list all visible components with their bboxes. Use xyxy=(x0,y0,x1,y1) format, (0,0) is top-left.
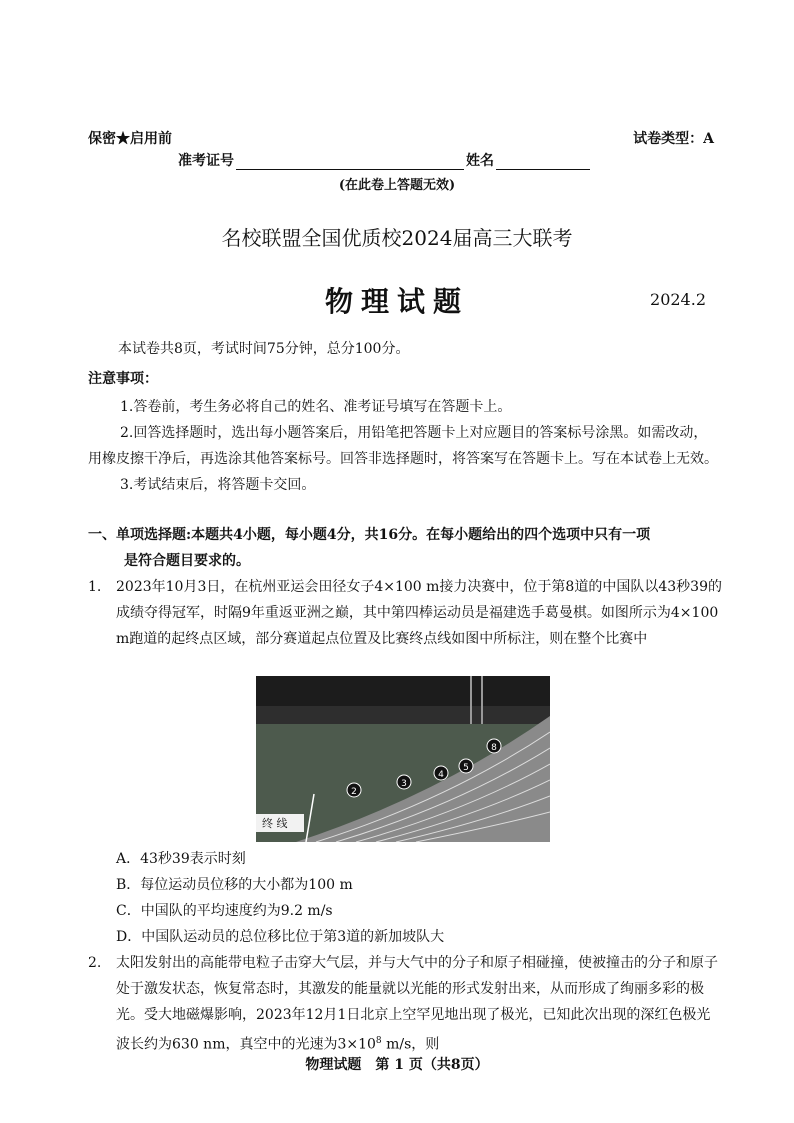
svg-text:4: 4 xyxy=(438,770,444,780)
notice-item: 3.考试结束后，将答题卡交回。 xyxy=(120,477,316,493)
name-blank xyxy=(496,154,590,170)
invalid-note: (在此卷上答题无效) xyxy=(338,178,456,193)
lane-marker xyxy=(487,739,501,753)
exam-id-label: 准考证号 xyxy=(178,153,234,169)
question-1-text: 2023年10月3日，在杭州亚运会田径女子4×100 m接力决赛中，位于第8道的中国队以43秒39的成绩夺得冠军，时隔9年重返亚洲之巅，其中第四棒运动员是福建选手葛曼棋。如图所示为4×100 m跑道的起终点区域，部分赛道起点位置及比赛终点线如图中所标注，则在整个比赛中 xyxy=(116,579,722,647)
svg-text:5: 5 xyxy=(463,763,469,773)
svg-text:8: 8 xyxy=(491,743,497,753)
question-1-number: 1. xyxy=(88,579,102,595)
exam-id-blank xyxy=(236,154,464,170)
question-2-text xyxy=(88,950,724,1058)
svg-text:2: 2 xyxy=(351,787,357,797)
name-label: 姓名 xyxy=(466,153,494,169)
option-b: B．每位运动员位移的大小都为100 m xyxy=(116,877,353,893)
question-1-options xyxy=(116,846,444,950)
notice-heading: 注意事项： xyxy=(88,371,158,387)
exam-id-line xyxy=(178,150,592,170)
lane-marker xyxy=(397,775,411,789)
intro-text: 本试卷共8页，考试时间75分钟，总分100分。 xyxy=(118,341,410,357)
section-one-line1: 一、单项选择题:本题共4小题，每小题4分，共16分。在每小题给出的四个选项中只有一项 xyxy=(88,527,651,543)
notice-item: 2.回答选择题时，选出每小题答案后，用铅笔把答题卡上对应题目的答案标号涂黑。如需改动，用橡皮擦干净后，再选涂其他答案标号。回答非选择题时，将答案写在答题卡上。写在本试卷上无效。 xyxy=(88,425,718,467)
exam-title: 名校联盟全国优质校2024届高三大联考 xyxy=(221,226,573,250)
question-1 xyxy=(88,574,724,652)
track-illustration xyxy=(256,676,550,842)
notice-list xyxy=(88,394,720,498)
paper-type-label: 试卷类型：A xyxy=(633,131,714,147)
section-one-heading xyxy=(88,522,724,574)
notice-item: 1.答卷前，考生务必将自己的姓名、准考证号填写在答题卡上。 xyxy=(120,399,512,415)
question-2-exponent: 8 xyxy=(375,1036,382,1046)
lane-marker xyxy=(459,759,473,773)
exam-date: 2024.2 xyxy=(650,290,706,309)
finish-label: 终 线 xyxy=(262,817,288,830)
question-2-text-main: 太阳发射出的高能带电粒子击穿大气层，并与大气中的分子和原子相碰撞，使被撞击的分子和原子处于激发状态，恢复常态时，其激发的能量就以光能的形式发射出来，从而形成了绚丽多彩的极光。受大地磁爆影响，2023年12月1日北京上空罕见地出现了极光，已知此次出现的深红色极光波长约为630 nm，真空中的光速为3×10 xyxy=(116,955,718,1053)
page-footer: 物理试题 第 1 页（共8页） xyxy=(305,1057,489,1073)
confidential-label: 保密★启用前 xyxy=(88,131,172,147)
option-d: D．中国队运动员的总位移比位于第3道的新加坡队大 xyxy=(116,929,445,945)
subject-title: 物理试题 xyxy=(324,285,469,318)
option-a: A．43秒39表示时刻 xyxy=(116,851,246,867)
track-photo xyxy=(256,676,550,842)
lane-marker xyxy=(347,783,361,797)
lane-marker xyxy=(434,766,448,780)
option-c: C．中国队的平均速度约为9.2 m/s xyxy=(116,903,333,919)
section-one-line2: 是符合题目要求的。 xyxy=(124,553,250,569)
question-2-text-end: m/s，则 xyxy=(381,1036,440,1053)
question-2 xyxy=(88,950,724,1058)
svg-text:3: 3 xyxy=(401,779,407,789)
question-2-number: 2. xyxy=(88,955,102,971)
